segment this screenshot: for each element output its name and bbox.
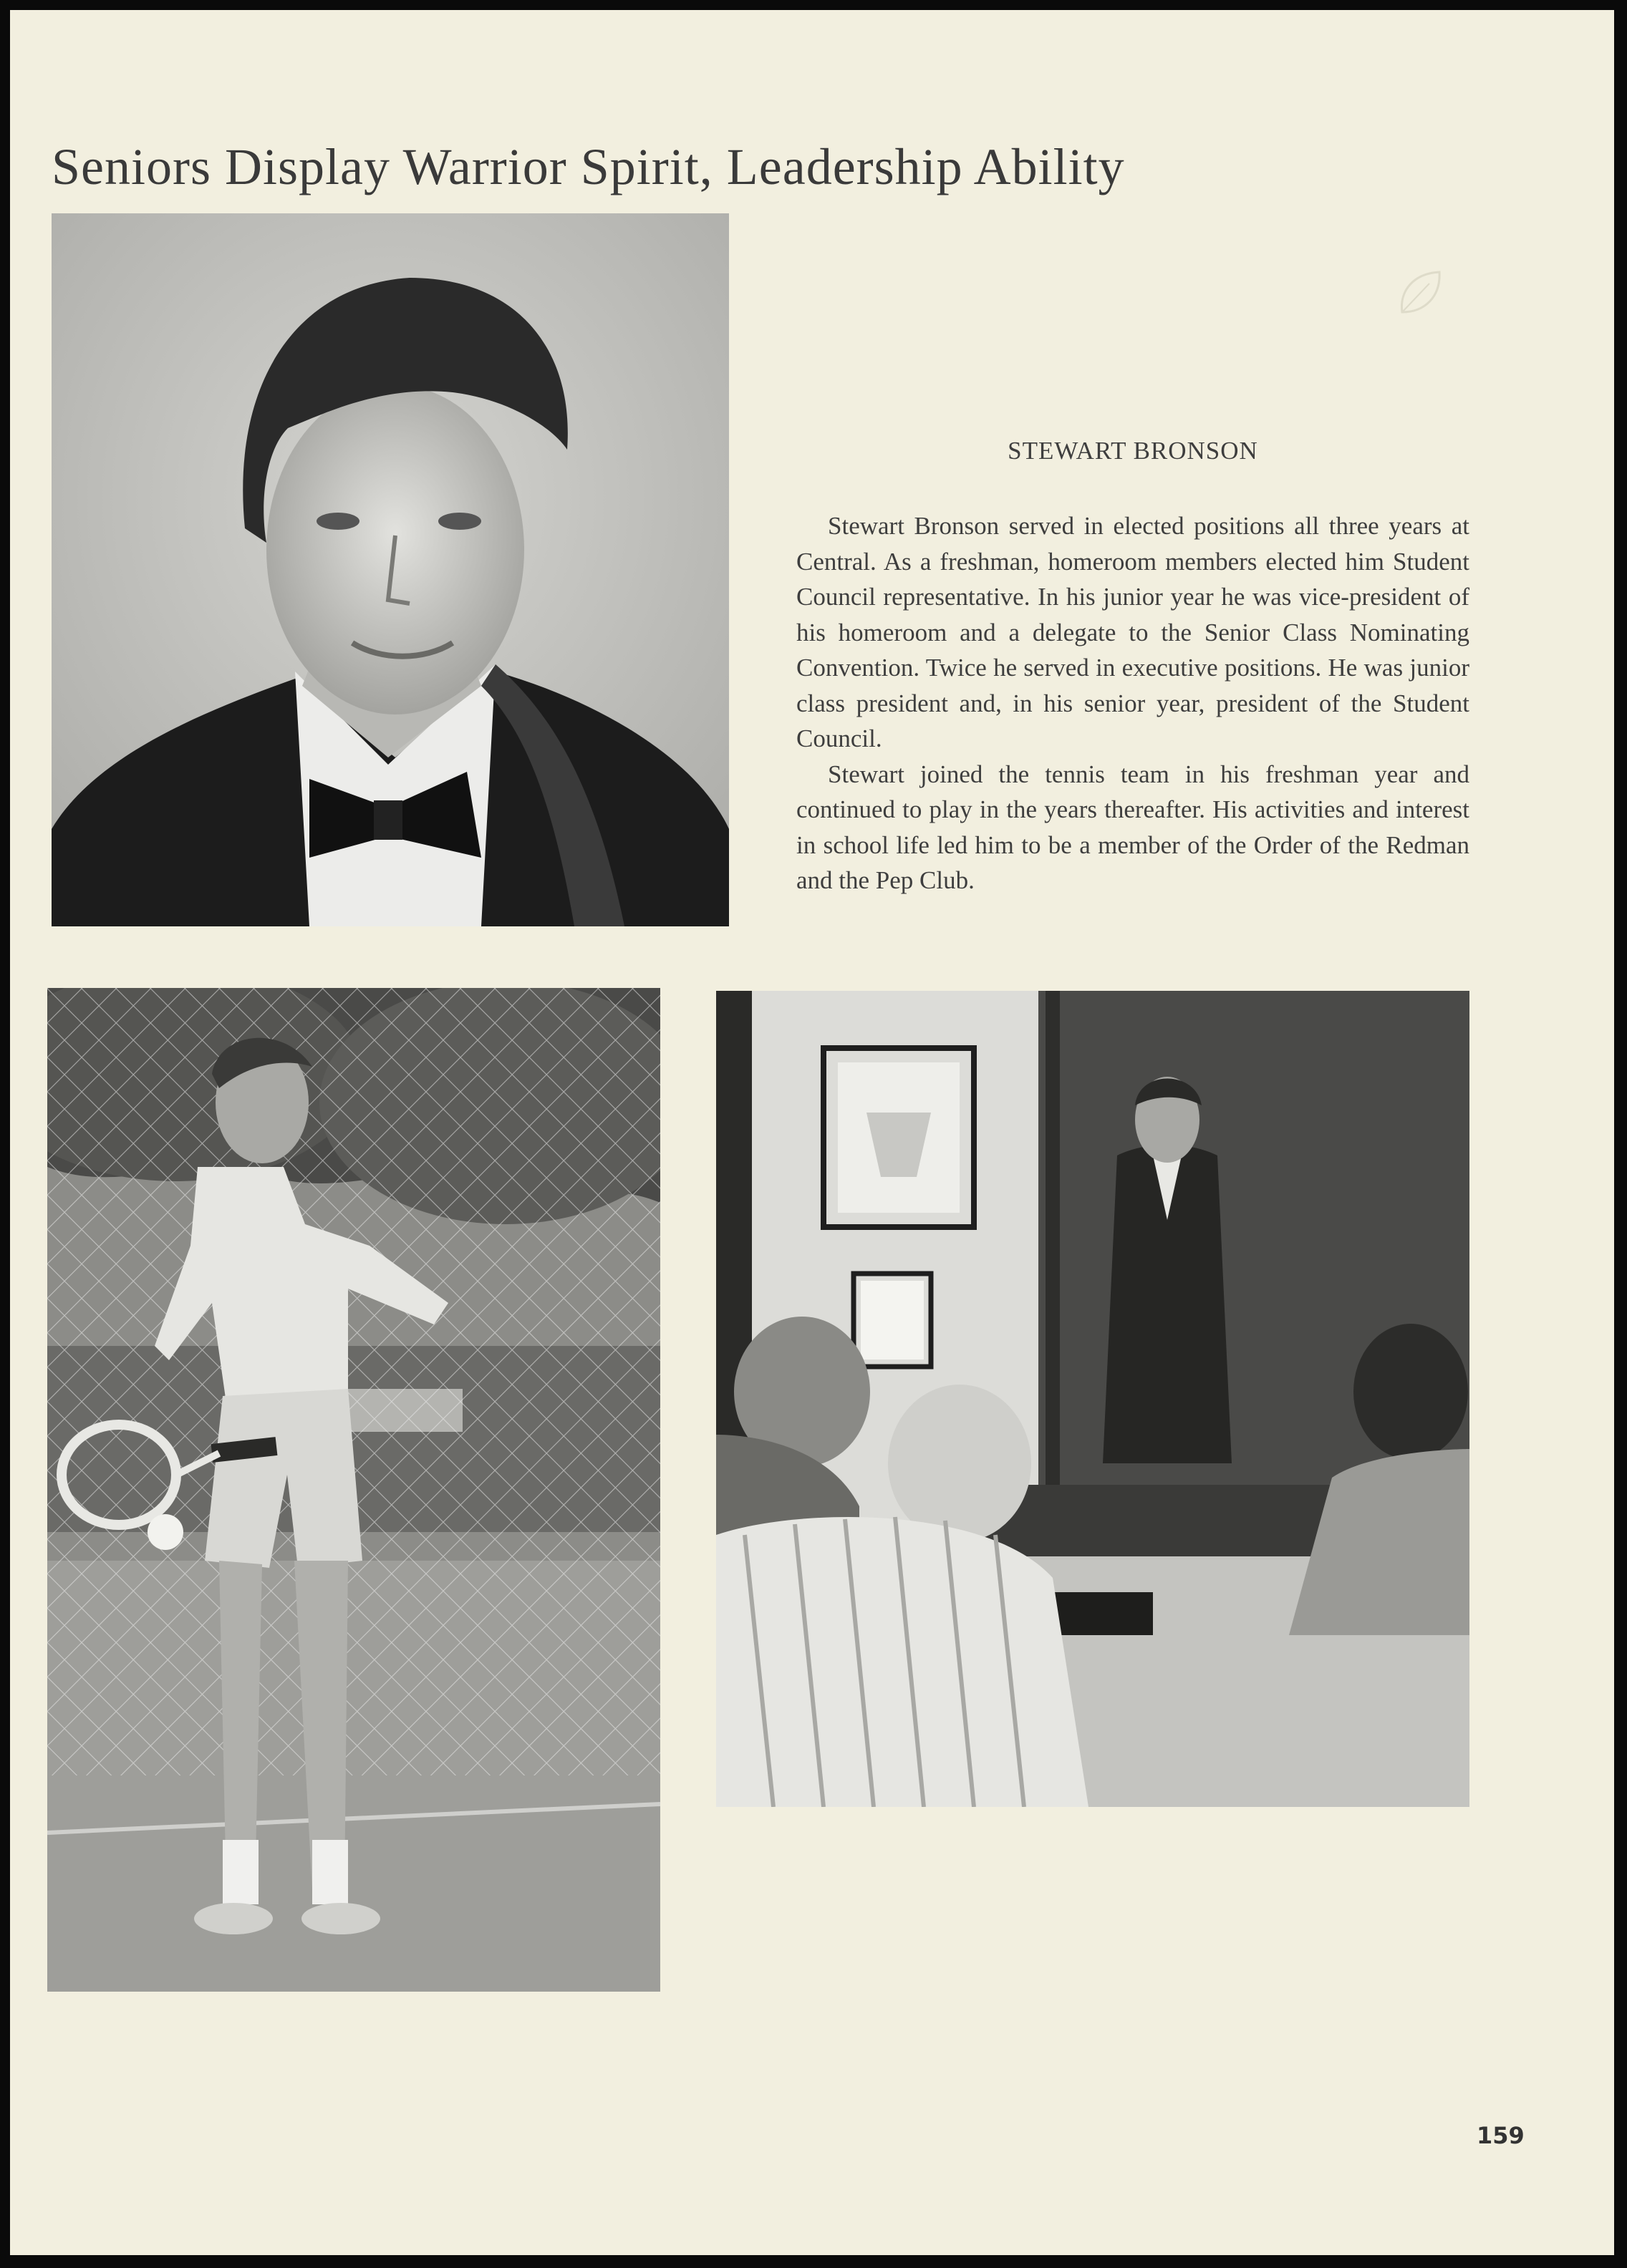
tennis-photo xyxy=(47,988,660,1992)
biography xyxy=(796,437,1469,898)
page-number: 159 xyxy=(1477,2122,1525,2149)
leaf-watermark-icon xyxy=(1392,265,1449,322)
page-headline: Seniors Display Warrior Spirit, Leadership Ability xyxy=(52,138,1125,195)
senior-portrait-photo xyxy=(52,213,729,926)
student-council-meeting-photo xyxy=(716,991,1469,1807)
bio-paragraph-1: Stewart Bronson served in elected positions all three years at Central. As a freshman, homeroom members elected him Student Council representative. In his junior year he was vice-president of his homeroom and a delegate to the Senior Class Nominating Convention. Twice he served in executive positions. He was junior class president and, in his senior year, president of the Student Council. xyxy=(796,512,1469,752)
student-name: STEWART BRONSON xyxy=(1008,437,1258,465)
bio-paragraph-2: Stewart joined the tennis team in his freshman year and continued to play in the years thereafter. His activities and interest in school life led him to be a member of the Order of the Redman and the Pep Club. xyxy=(796,760,1469,894)
yearbook-page xyxy=(10,10,1614,2255)
